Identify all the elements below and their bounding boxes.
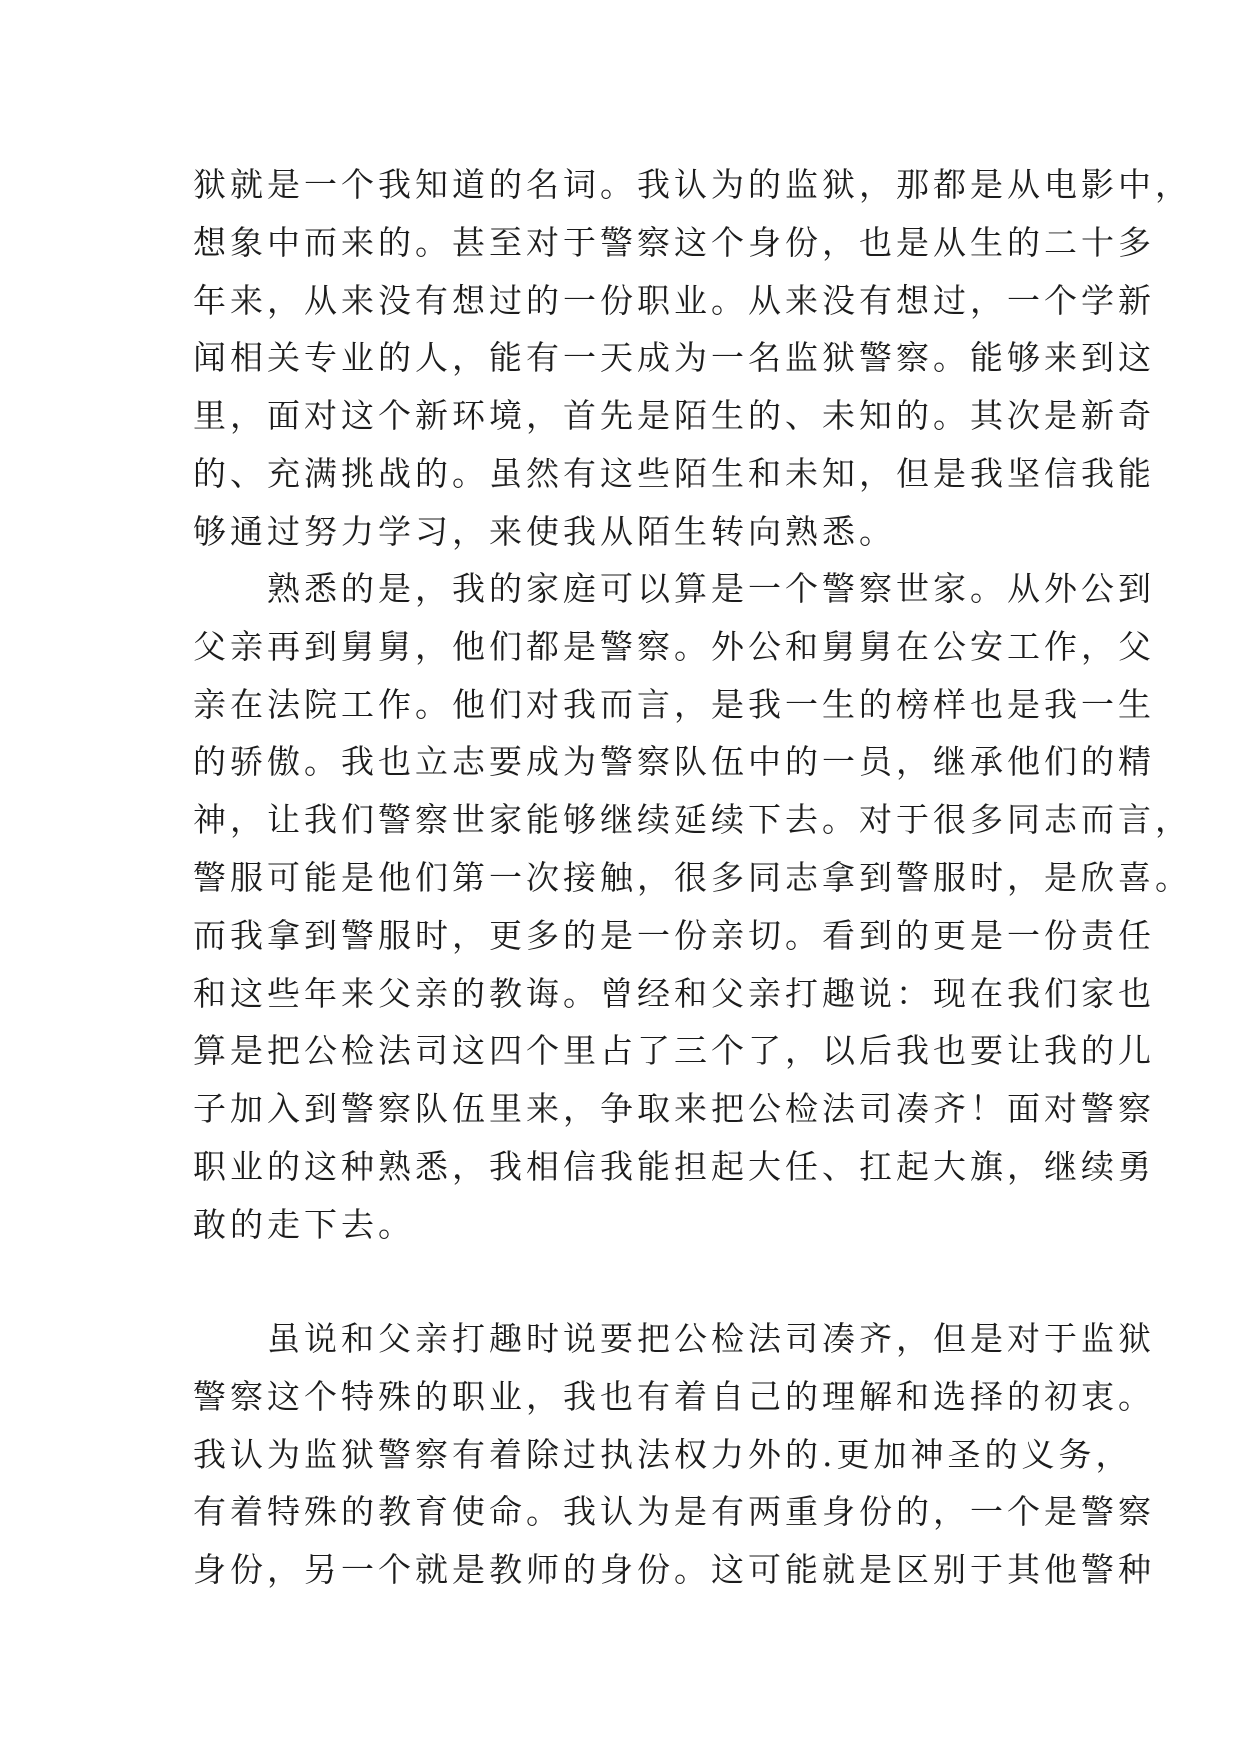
text-line: 的、充满挑战的。虽然有这些陌生和未知，但是我坚信我能 — [193, 453, 1155, 493]
text-line: 虽说和父亲打趣时说要把公检法司凑齐，但是对于监狱 — [267, 1319, 1155, 1358]
text-line: 够通过努力学习，来使我从陌生转向熟悉。 — [193, 511, 896, 551]
text-line: 警察这个特殊的职业，我也有着自己的理解和选择的初衷。 — [193, 1376, 1155, 1416]
text-line: 有着特殊的教育使命。我认为是有两重身份的，一个是警察 — [193, 1492, 1155, 1532]
text-line: 子加入到警察队伍里来，争取来把公检法司凑齐！面对警察 — [193, 1089, 1155, 1129]
text-line: 想象中而来的。甚至对于警察这个身份，也是从生的二十多 — [193, 222, 1155, 262]
text-line: 神，让我们警察世家能够继续延续下去。对于很多同志而言， — [193, 800, 1192, 840]
text-line: 狱就是一个我知道的名词。我认为的监狱，那都是从电影中， — [193, 165, 1192, 204]
paragraph-3 — [193, 1310, 1155, 1599]
text-line: 年来，从来没有想过的一份职业。从来没有想过，一个学新 — [193, 280, 1155, 320]
text-line: 父亲再到舅舅，他们都是警察。外公和舅舅在公安工作，父 — [193, 626, 1155, 666]
paragraph-2 — [193, 560, 1192, 1254]
text-line: 的骄傲。我也立志要成为警察队伍中的一员，继承他们的精 — [193, 742, 1155, 782]
text-line: 里，面对这个新环境，首先是陌生的、未知的。其次是新奇 — [193, 396, 1155, 436]
text-line: 算是把公检法司这四个里占了三个了，以后我也要让我的儿 — [193, 1031, 1155, 1071]
text-line: 身份，另一个就是教师的身份。这可能就是区别于其他警种 — [193, 1550, 1155, 1590]
text-line: 熟悉的是，我的家庭可以算是一个警察世家。从外公到 — [267, 569, 1155, 608]
text-line: 闻相关专业的人，能有一天成为一名监狱警察。能够来到这 — [193, 338, 1155, 378]
text-line: 敢的走下去。 — [193, 1204, 415, 1244]
text-line: 职业的这种熟悉，我相信我能担起大任、扛起大旗，继续勇 — [193, 1146, 1155, 1186]
text-line: 警服可能是他们第一次接触，很多同志拿到警服时，是欣喜。 — [193, 857, 1192, 897]
text-line: 我认为监狱警察有着除过执法权力外的.更加神圣的义务， — [193, 1434, 1133, 1474]
text-line: 和这些年来父亲的教诲。曾经和父亲打趣说：现在我们家也 — [193, 973, 1155, 1013]
text-line: 亲在法院工作。他们对我而言，是我一生的榜样也是我一生 — [193, 684, 1155, 724]
text-line: 而我拿到警服时，更多的是一份亲切。看到的更是一份责任 — [193, 915, 1155, 955]
paragraph-1 — [193, 156, 1192, 561]
